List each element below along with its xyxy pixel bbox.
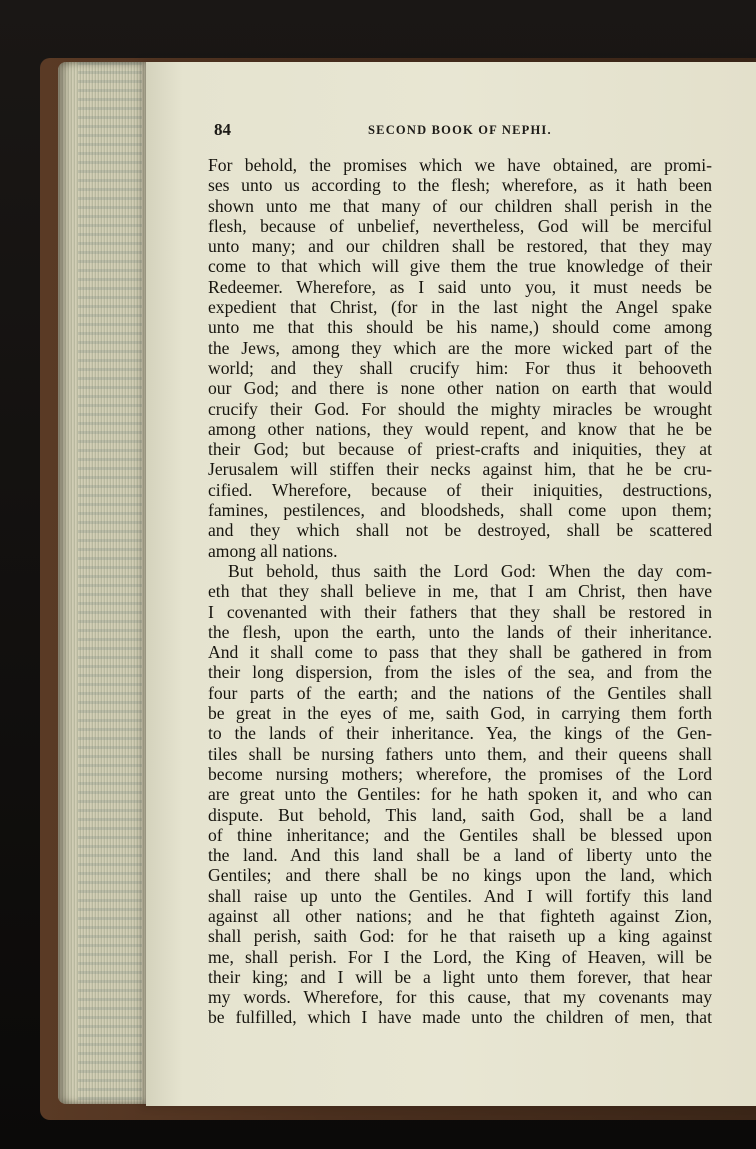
text-line: Redeemer. Wherefore, as I said unto you, it must needs be [208,276,712,297]
text-line: their long dispersion, from the isles of the sea, and from the [208,662,712,683]
text-line: eth that they shall believe in me, that I am Christ, then have [208,581,712,602]
text-line: tiles shall be nursing fathers unto them, and their queens shall [208,743,712,764]
text-line: Jerusalem will stiffen their necks against him, that he be cru- [208,459,712,480]
text-line: crucify their God. For should the mighty miracles be wrought [208,398,712,419]
text-line: be fulfilled, which I have made unto the children of men, that [208,1007,712,1028]
body-text [208,155,712,1028]
text-line: come to that which will give them the true knowledge of their [208,256,712,277]
text-line: among all nations. [208,540,338,561]
text-line: flesh, because of unbelief, nevertheless, God will be merciful [208,215,712,236]
text-line: And it shall come to pass that they shall be gathered in from [208,642,712,663]
text-line: unto me that this should be his name,) should come among [208,317,712,338]
text-line: our God; and there is none other nation on earth that would [208,378,712,399]
text-line: world; and they shall crucify him: For thus it behooveth [208,357,712,378]
text-line: of thine inheritance; and the Gentiles shall be blessed upon [208,824,712,845]
text-line: be great in the eyes of me, saith God, in carrying them forth [208,703,712,724]
page-edge-stack [58,62,154,1104]
page-number: 84 [214,120,231,139]
text-line: their God; but because of priest-crafts and iniquities, they at [208,439,712,460]
text-line: shown unto me that many of our children shall perish in the [208,195,712,216]
text-line: the Jews, among they which are the more wicked part of the [208,337,712,358]
text-line: four parts of the earth; and the nations of the Gentiles shall [208,682,712,703]
text-line: the flesh, upon the earth, unto the lands of their inheritance. [208,621,712,642]
text-line: the land. And this land shall be a land of liberty unto the [208,845,712,866]
text-line: shall raise up unto the Gentiles. And I will fortify this land [208,885,712,906]
text-line: ses unto us according to the flesh; wherefore, as it hath been [208,175,712,196]
paragraph [208,561,712,1028]
text-line: become nursing mothers; wherefore, the promises of the Lord [208,763,712,784]
text-line: cified. Wherefore, because of their iniquities, destructions, [208,479,712,500]
text-line: But behold, thus saith the Lord God: When the day com- [228,560,712,581]
text-line: and they which shall not be destroyed, shall be scattered [208,520,712,541]
text-line: expedient that Christ, (for in the last night the Angel spake [208,297,712,318]
paragraph [208,155,712,561]
text-line: to the lands of their inheritance. Yea, the kings of the Gen- [208,723,712,744]
book-page [146,62,756,1106]
text-line: against all other nations; and he that fighteth against Zion, [208,905,712,926]
running-head: SECOND BOOK OF NEPHI. [368,123,552,137]
page-header [214,120,724,142]
text-line: their king; and I will be a light unto them forever, that hear [208,966,712,987]
text-line: my words. Wherefore, for this cause, that my covenants may [208,987,712,1008]
text-line: unto many; and our children shall be restored, that they may [208,236,712,257]
text-line: I covenanted with their fathers that they shall be restored in [208,601,712,622]
text-line: me, shall perish. For I the Lord, the King of Heaven, will be [208,946,712,967]
text-line: are great unto the Gentiles: for he hath spoken it, and who can [208,784,712,805]
text-line: For behold, the promises which we have obtained, are promi- [208,155,712,175]
text-line: among other nations, they would repent, and know that he be [208,418,712,439]
text-line: shall perish, saith God: for he that raiseth up a king against [208,926,712,947]
text-line: Gentiles; and there shall be no kings upon the land, which [208,865,712,886]
text-line: famines, pestilences, and bloodsheds, shall come upon them; [208,500,712,521]
text-line: dispute. But behold, This land, saith God, shall be a land [208,804,712,825]
